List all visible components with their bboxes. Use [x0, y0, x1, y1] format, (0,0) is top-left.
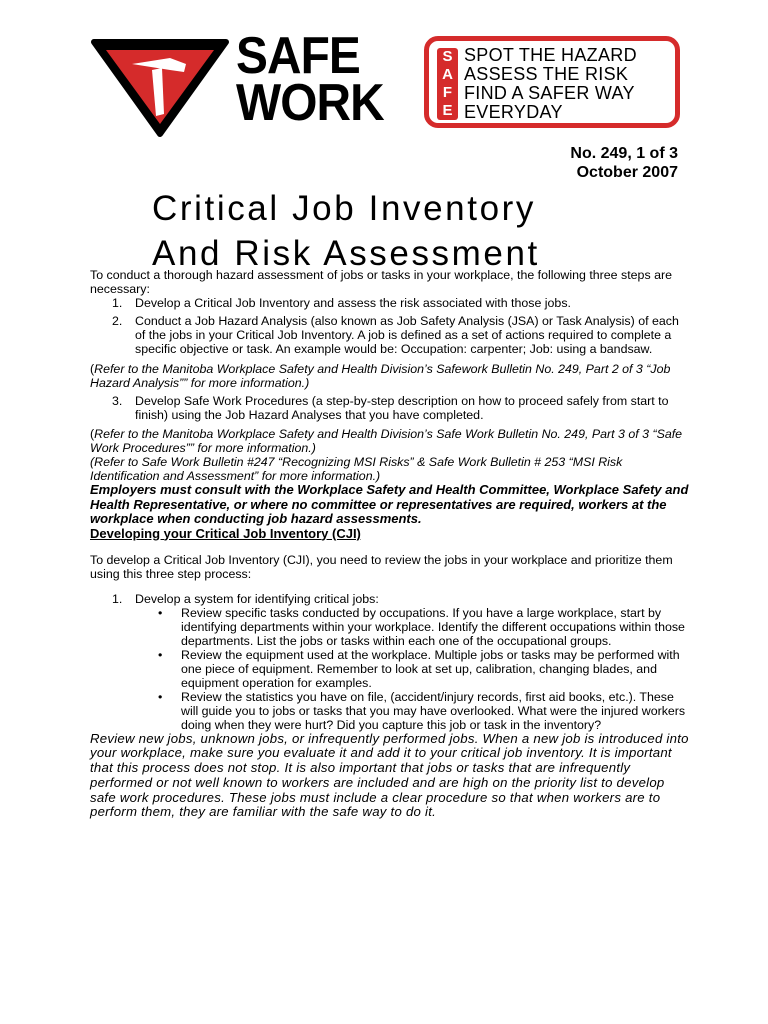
- cji-intro: To develop a Critical Job Inventory (CJI), you need to review the jobs in your workplace and prioritize them using this three step process:: [90, 552, 673, 581]
- slogan-box: [424, 36, 680, 128]
- step-item: 3. Develop Safe Work Procedures (a step-by-step description on how to proceed safely from start to finish) using the Job Hazard Analyses that you have completed.: [112, 394, 669, 422]
- intro-paragraph: To conduct a thorough hazard assessment of jobs or tasks in your workplace, the following three steps are necessary:: [90, 268, 672, 296]
- reference-note: (Refer to the Manitoba Workplace Safety and Health Division’s Safework Bulletin No. 249, Part 2 of 3 “Job Hazard Analysis”” for more information.): [90, 362, 671, 390]
- step-item: 2. Conduct a Job Hazard Analysis (also known as Job Safety Analysis (JSA) or Task Analysis) of each of the jobs in your Critical Job Inventory. A job is defined as a set of actions required to complete a specific objective or task. An example would be: Occupation: carpenter; Job: using a bandsaw.: [112, 314, 679, 356]
- employers-note: Employers must consult with the Workplace Safety and Health Committee, Workplace Safety and Health Representative, or where no committee or representatives are required, workers at the workplace when conducting job hazard assessments.: [90, 482, 689, 526]
- bulletin-number: No. 249, 1 of 3 October 2007: [570, 145, 678, 181]
- step-item: 1. Develop a Critical Job Inventory and assess the risk associated with those jobs.: [112, 296, 571, 310]
- safework-logo-text: SAFE WORK: [236, 27, 384, 132]
- bullet-list: [90, 606, 690, 732]
- safe-acronym: S A F E: [437, 48, 458, 120]
- reference-note: (Refer to the Manitoba Workplace Safety and Health Division’s Safe Work Bulletin No. 249, Part 3 of 3 “Safe Work Procedures”” for more information.): [90, 427, 683, 455]
- slogan-lines: SPOT THE HAZARD ASSESS THE RISK FIND A SAFER WAY EVERYDAY: [464, 45, 637, 122]
- reference-note: (Refer to Safe Work Bulletin #247 “Recognizing MSI Risks” & Safe Work Bulletin # 253 “MSI Risk Identification and Assessment” for more information.): [90, 455, 623, 483]
- list-item: • Review specific tasks conducted by occupations. If you have a large workplace, start by identifying departments within your workplace. Identify the different occupations within those departments. List the jobs or tasks within each one of the occupational groups.: [158, 605, 685, 648]
- closing-paragraph: Review new jobs, unknown jobs, or infrequently performed jobs. When a new job is introduced into your workplace, make sure you evaluate it and add it to your critical job inventory. It is important that this process does not stop. It is also important that jobs or tasks that are infrequently performed or not well known to workers are included and are high on the priority list to develop safe work procedures. These jobs must include a clear procedure so that when workers are to perform them, they are familiar with the safe way to do it.: [90, 730, 689, 820]
- header: [88, 27, 688, 144]
- list-item: • Review the equipment used at the workplace. Multiple jobs or tasks may be performed with one piece of equipment. Remember to look at set up, calibration, changing blades, and equipment operation for examples.: [158, 647, 680, 690]
- step-item: 1. Develop a system for identifying critical jobs:: [112, 591, 379, 606]
- section-heading: Developing your Critical Job Inventory (CJI): [90, 525, 361, 541]
- hammer-triangle-logo-icon: [90, 38, 230, 138]
- list-item: • Review the statistics you have on file, (accident/injury records, first aid books, etc.). These will guide you to jobs or tasks that you may have overlooked. What were the injured workers doing when they were hurt? Did you capture this job or task in the inventory?: [158, 689, 686, 732]
- document-body: [90, 268, 690, 820]
- page-title: Critical Job Inventory And Risk Assessment: [152, 189, 540, 273]
